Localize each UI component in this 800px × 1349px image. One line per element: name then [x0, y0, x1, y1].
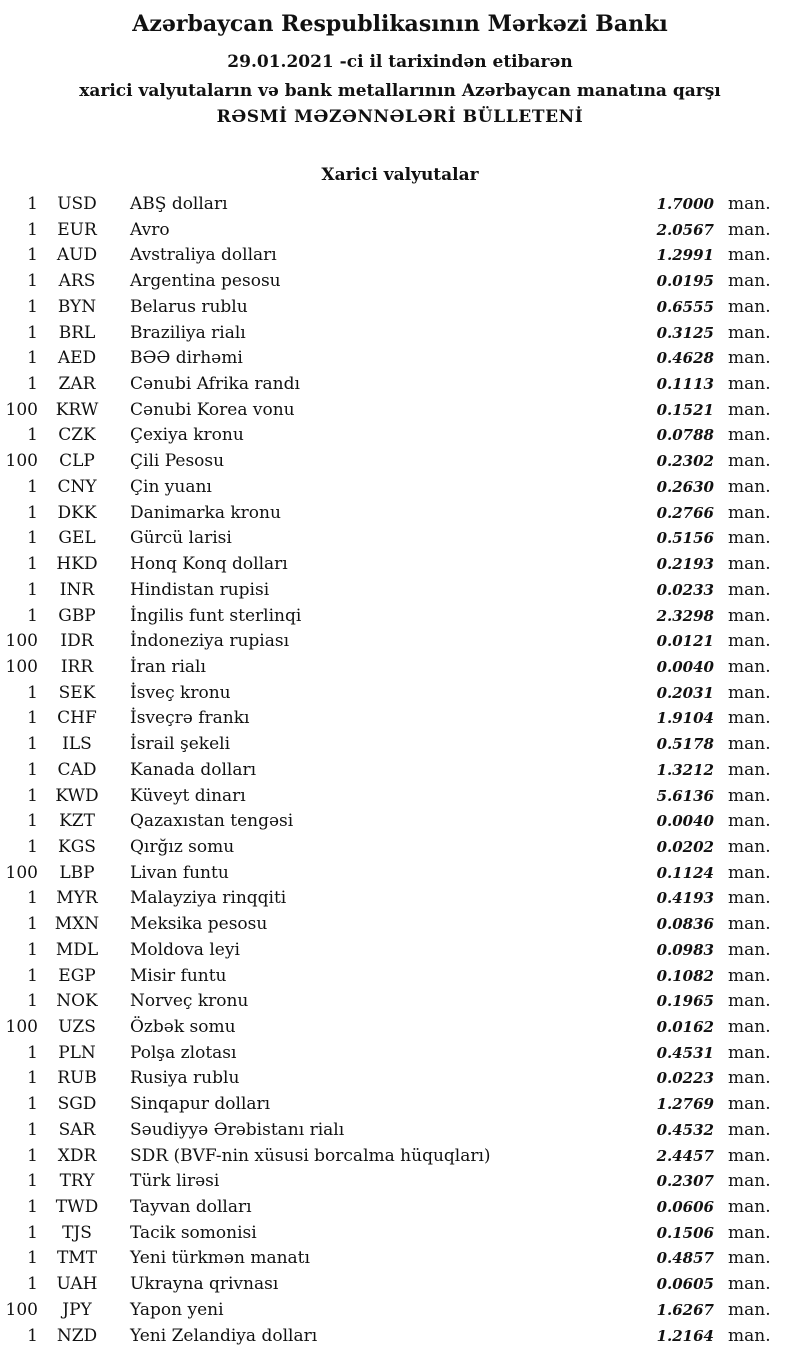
unit-label: man.: [728, 296, 771, 317]
currency-code: SAR: [58, 1119, 96, 1140]
table-row: [0, 398, 770, 424]
quantity: 1: [27, 554, 38, 575]
currency-name: Səudiyyə Ərəbistanı rialı: [130, 1119, 345, 1140]
quantity: 1: [27, 1248, 38, 1269]
currency-code: CHF: [57, 708, 97, 729]
currency-code: ARS: [58, 271, 96, 292]
unit-label: man.: [728, 734, 771, 755]
currency-name: Cənubi Korea vonu: [130, 399, 295, 420]
quantity: 1: [27, 579, 38, 600]
currency-code: INR: [59, 579, 95, 600]
quantity: 1: [27, 991, 38, 1012]
quantity: 1: [27, 219, 38, 240]
unit-label: man.: [728, 1094, 771, 1115]
table-row: [0, 886, 770, 912]
quantity: 1: [27, 502, 38, 523]
currency-name: Çin yuanı: [130, 476, 212, 497]
unit-label: man.: [728, 939, 771, 960]
currency-code: PLN: [58, 1042, 96, 1063]
currency-name: Sinqapur dolları: [130, 1094, 271, 1115]
rate-value: 0.0983: [656, 940, 714, 959]
table-row: [0, 912, 770, 938]
rate-value: 0.3125: [656, 323, 714, 342]
rate-value: 0.1506: [656, 1223, 714, 1242]
rate-value: 0.0202: [656, 837, 714, 856]
currency-name: Gürcü larisi: [130, 528, 232, 549]
unit-label: man.: [728, 759, 771, 780]
rate-value: 0.2193: [656, 555, 714, 574]
quantity: 1: [27, 682, 38, 703]
currency-code: HKD: [56, 554, 98, 575]
rate-value: 0.0040: [656, 657, 714, 676]
table-row: [0, 1118, 770, 1144]
rate-value: 2.3298: [656, 606, 714, 625]
table-row: [0, 1015, 770, 1041]
section-title-foreign-currencies: Xarici valyutalar: [321, 165, 479, 185]
currency-name: Çexiya kronu: [130, 425, 244, 446]
currency-code: BYN: [57, 296, 97, 317]
document-header: [0, 10, 800, 127]
table-row: [0, 1298, 770, 1324]
currency-name: İndoneziya rupiası: [130, 631, 290, 652]
currency-code: NOK: [56, 991, 98, 1012]
rate-value: 0.0040: [656, 812, 714, 831]
currency-name: Danimarka kronu: [130, 502, 281, 523]
currency-name: Cənubi Afrika randı: [130, 374, 300, 395]
quantity: 1: [27, 245, 38, 266]
currency-code: LBP: [59, 862, 95, 883]
currency-code: USD: [57, 194, 97, 214]
currency-code: TMT: [56, 1248, 98, 1269]
currency-code: KWD: [55, 785, 99, 806]
unit-label: man.: [728, 271, 771, 292]
currency-name: Argentina pesosu: [130, 271, 281, 292]
currency-code: UAH: [56, 1274, 98, 1295]
quantity: 1: [27, 271, 38, 292]
quantity: 1: [27, 322, 38, 343]
quantity: 1: [27, 605, 38, 626]
currency-name: Yapon yeni: [130, 1299, 224, 1320]
currency-name: Avstraliya dolları: [130, 245, 277, 266]
currency-name: İngilis funt sterlinqi: [130, 605, 302, 626]
rate-value: 0.5156: [656, 529, 714, 548]
currency-code: SGD: [57, 1094, 97, 1115]
quantity: 1: [27, 1145, 38, 1166]
unit-label: man.: [728, 1274, 771, 1295]
currency-code: JPY: [62, 1299, 92, 1320]
currency-code: MDL: [55, 939, 99, 960]
table-row: [0, 938, 770, 964]
currency-code: ILS: [62, 734, 92, 755]
table-row: [0, 835, 770, 861]
currency-name: Çili Pesosu: [130, 451, 225, 472]
unit-label: man.: [728, 579, 771, 600]
table-row: [0, 501, 770, 527]
currency-name: Moldova leyi: [130, 939, 240, 960]
table-row: [0, 681, 770, 707]
rate-value: 0.1113: [656, 375, 714, 394]
quantity: 1: [27, 759, 38, 780]
quantity: 1: [27, 939, 38, 960]
table-row: [0, 243, 770, 269]
currency-code: MXN: [54, 914, 100, 935]
currency-code: CLP: [59, 451, 95, 472]
quantity: 1: [27, 425, 38, 446]
currency-code: GBP: [58, 605, 96, 626]
unit-label: man.: [728, 914, 771, 935]
currency-name: Türk lirəsi: [130, 1171, 220, 1192]
table-row: [0, 449, 770, 475]
quantity: 1: [27, 476, 38, 497]
currency-code: TRY: [59, 1171, 95, 1192]
quantity: 100: [5, 451, 38, 472]
table-row: [0, 989, 770, 1015]
currency-name: BƏƏ dirhəmi: [130, 348, 243, 369]
rate-value: 1.7000: [656, 195, 714, 213]
unit-label: man.: [728, 1042, 771, 1063]
rate-value: 1.2769: [656, 1095, 714, 1114]
rate-value: 0.0605: [656, 1275, 714, 1294]
rate-value: 2.0567: [656, 220, 714, 239]
currency-name: Yeni Zelandiya dolları: [130, 1325, 318, 1346]
quantity: 1: [27, 1325, 38, 1346]
rate-value: 0.1965: [656, 992, 714, 1011]
rate-value: 1.2991: [656, 246, 714, 265]
quantity: 100: [5, 1017, 38, 1037]
rate-value: 2.4457: [656, 1146, 714, 1165]
currency-name: Kanada dolları: [130, 759, 257, 780]
quantity: 1: [27, 888, 38, 909]
currency-name: Belarus rublu: [130, 296, 248, 317]
unit-label: man.: [728, 811, 771, 832]
table-row: [0, 526, 770, 552]
unit-label: man.: [728, 348, 771, 369]
unit-label: man.: [728, 1145, 771, 1166]
table-row: [0, 758, 770, 784]
unit-label: man.: [728, 965, 771, 986]
unit-label: man.: [728, 1248, 771, 1269]
quantity: 1: [27, 1119, 38, 1140]
table-row: [0, 269, 770, 295]
quantity: 1: [27, 348, 38, 369]
table-row: [0, 192, 770, 218]
rates-table: [0, 192, 800, 1349]
rate-value: 0.0233: [656, 580, 714, 599]
table-row: [0, 321, 770, 347]
bulletin-subtitle: xarici valyutaların və bank metallarının Azərbaycan manatına qarşı: [79, 81, 721, 101]
currency-name: Misir funtu: [130, 965, 227, 986]
table-row: [0, 784, 770, 810]
quantity: 100: [5, 631, 38, 652]
rate-value: 0.0195: [656, 272, 714, 291]
currency-code: EUR: [57, 219, 97, 240]
rate-value: 0.4531: [656, 1043, 714, 1062]
unit-label: man.: [728, 1222, 771, 1243]
unit-label: man.: [728, 374, 771, 395]
unit-label: man.: [728, 425, 771, 446]
table-row: [0, 861, 770, 887]
unit-label: man.: [728, 1171, 771, 1192]
table-row: [0, 1272, 770, 1298]
quantity: 1: [27, 708, 38, 729]
table-row: [0, 1246, 770, 1272]
currency-code: AED: [57, 348, 97, 369]
rate-value: 0.0606: [656, 1198, 714, 1217]
currency-name: Tayvan dolları: [130, 1197, 252, 1218]
currency-code: KGS: [58, 836, 96, 857]
rate-value: 0.1082: [656, 966, 714, 985]
unit-label: man.: [728, 528, 771, 549]
unit-label: man.: [728, 476, 771, 497]
currency-code: KZT: [59, 811, 95, 832]
unit-label: man.: [728, 656, 771, 677]
quantity: 1: [27, 1068, 38, 1089]
currency-name: Qırğız somu: [130, 836, 235, 857]
currency-code: CNY: [57, 476, 97, 497]
rate-value: 1.2164: [656, 1326, 714, 1345]
currency-name: Tacik somonisi: [130, 1222, 257, 1243]
quantity: 100: [5, 399, 38, 420]
currency-name: Yeni türkmən manatı: [130, 1248, 310, 1269]
currency-name: Qazaxıstan tengəsi: [130, 811, 294, 832]
currency-name: Özbək somu: [130, 1017, 236, 1037]
currency-code: TWD: [55, 1197, 99, 1218]
table-row: [0, 218, 770, 244]
rate-value: 0.0121: [656, 632, 714, 651]
table-row: [0, 1324, 770, 1349]
rate-value: 5.6136: [656, 786, 714, 805]
unit-label: man.: [728, 682, 771, 703]
currency-name: Polşa zlotası: [130, 1042, 237, 1063]
unit-label: man.: [728, 219, 771, 240]
currency-name: İsveç kronu: [130, 682, 231, 703]
rate-value: 0.0836: [656, 915, 714, 934]
unit-label: man.: [728, 1325, 771, 1346]
quantity: 100: [5, 1299, 38, 1320]
effective-date-line: 29.01.2021 -ci il tarixindən etibarən: [227, 52, 573, 72]
rate-value: 0.2766: [656, 503, 714, 522]
rate-value: 0.6555: [656, 297, 714, 316]
rate-value: 0.4193: [656, 889, 714, 908]
rate-value: 0.4628: [656, 349, 714, 368]
bank-name-title: Azərbaycan Respublikasının Mərkəzi Bankı: [132, 11, 668, 37]
currency-code: BRL: [58, 322, 96, 343]
currency-name: İran rialı: [130, 656, 206, 677]
table-row: [0, 475, 770, 501]
quantity: 1: [27, 374, 38, 395]
table-row: [0, 1144, 770, 1170]
table-row: [0, 1169, 770, 1195]
table-row: [0, 295, 770, 321]
table-row: [0, 372, 770, 398]
quantity: 1: [27, 194, 38, 214]
rate-value: 1.9104: [656, 709, 714, 728]
currency-code: NZD: [56, 1325, 98, 1346]
currency-name: İsveçrə frankı: [130, 708, 250, 729]
quantity: 100: [5, 656, 38, 677]
quantity: 1: [27, 528, 38, 549]
currency-name: Honq Konq dolları: [130, 554, 288, 575]
unit-label: man.: [728, 1017, 771, 1037]
rate-value: 0.2630: [656, 477, 714, 496]
currency-code: DKK: [57, 502, 97, 523]
quantity: 1: [27, 1171, 38, 1192]
rate-value: 0.5178: [656, 735, 714, 754]
currency-code: TJS: [62, 1222, 92, 1243]
rate-value: 0.2302: [656, 452, 714, 471]
unit-label: man.: [728, 245, 771, 266]
table-row: [0, 964, 770, 990]
unit-label: man.: [728, 1068, 771, 1089]
currency-name: Livan funtu: [130, 862, 229, 883]
rate-value: 0.2031: [656, 683, 714, 702]
rate-value: 0.0162: [656, 1018, 714, 1036]
currency-code: IDR: [60, 631, 94, 652]
currency-code: MYR: [56, 888, 98, 909]
table-row: [0, 604, 770, 630]
quantity: 1: [27, 785, 38, 806]
rate-value: 1.6267: [656, 1300, 714, 1319]
unit-label: man.: [728, 1197, 771, 1218]
currency-code: IRR: [60, 656, 94, 677]
currency-name: SDR (BVF-nin xüsusi borcalma hüquqları): [130, 1145, 491, 1166]
table-row: [0, 346, 770, 372]
unit-label: man.: [728, 862, 771, 883]
quantity: 1: [27, 965, 38, 986]
table-row: [0, 732, 770, 758]
currency-name: Rusiya rublu: [130, 1068, 240, 1089]
unit-label: man.: [728, 991, 771, 1012]
bulletin-title: RƏSMİ MƏZƏNNƏLƏRİ BÜLLETENİ: [216, 107, 584, 127]
quantity: 1: [27, 1222, 38, 1243]
currency-name: Hindistan rupisi: [130, 579, 270, 600]
rate-value: 0.2307: [656, 1172, 714, 1191]
unit-label: man.: [728, 708, 771, 729]
table-row: [0, 552, 770, 578]
quantity: 100: [5, 862, 38, 883]
unit-label: man.: [728, 194, 771, 214]
rate-value: 0.0788: [656, 426, 714, 445]
currency-name: Malayziya rinqqiti: [130, 888, 287, 909]
quantity: 1: [27, 1094, 38, 1115]
table-row: [0, 1092, 770, 1118]
rate-value: 1.3212: [656, 760, 714, 779]
currency-name: Braziliya rialı: [130, 322, 246, 343]
unit-label: man.: [728, 502, 771, 523]
table-row: [0, 1221, 770, 1247]
quantity: 1: [27, 914, 38, 935]
quantity: 1: [27, 734, 38, 755]
quantity: 1: [27, 1274, 38, 1295]
unit-label: man.: [728, 836, 771, 857]
currency-code: CAD: [57, 759, 97, 780]
currency-code: CZK: [58, 425, 96, 446]
table-row: [0, 1195, 770, 1221]
currency-code: EGP: [58, 965, 96, 986]
unit-label: man.: [728, 399, 771, 420]
rate-value: 0.4532: [656, 1120, 714, 1139]
unit-label: man.: [728, 631, 771, 652]
table-row: [0, 1041, 770, 1067]
rate-value: 0.4857: [656, 1249, 714, 1268]
currency-name: Ukrayna qrivnası: [130, 1274, 279, 1295]
table-row: [0, 809, 770, 835]
currency-name: Meksika pesosu: [130, 914, 268, 935]
currency-code: GEL: [58, 528, 96, 549]
currency-name: Norveç kronu: [130, 991, 249, 1012]
unit-label: man.: [728, 1299, 771, 1320]
currency-code: ZAR: [58, 374, 96, 395]
unit-label: man.: [728, 888, 771, 909]
quantity: 1: [27, 296, 38, 317]
rate-value: 0.0223: [656, 1069, 714, 1088]
currency-name: ABŞ dolları: [130, 194, 228, 214]
currency-name: Avro: [130, 219, 170, 240]
table-row: [0, 1066, 770, 1092]
currency-code: AUD: [56, 245, 98, 266]
currency-code: SEK: [58, 682, 96, 703]
unit-label: man.: [728, 451, 771, 472]
unit-label: man.: [728, 322, 771, 343]
rate-value: 0.1124: [656, 863, 714, 882]
quantity: 1: [27, 1042, 38, 1063]
quantity: 1: [27, 836, 38, 857]
currency-name: Küveyt dinarı: [130, 785, 246, 806]
quantity: 1: [27, 811, 38, 832]
table-row: [0, 423, 770, 449]
table-row: [0, 706, 770, 732]
unit-label: man.: [728, 1119, 771, 1140]
unit-label: man.: [728, 785, 771, 806]
unit-label: man.: [728, 554, 771, 575]
currency-code: KRW: [55, 399, 99, 420]
currency-code: XDR: [57, 1145, 97, 1166]
currency-code: UZS: [58, 1017, 96, 1037]
quantity: 1: [27, 1197, 38, 1218]
table-row: [0, 655, 770, 681]
unit-label: man.: [728, 605, 771, 626]
table-row: [0, 578, 770, 604]
currency-code: RUB: [57, 1068, 97, 1089]
currency-name: İsrail şekeli: [130, 734, 230, 755]
table-row: [0, 629, 770, 655]
rate-value: 0.1521: [656, 400, 714, 419]
